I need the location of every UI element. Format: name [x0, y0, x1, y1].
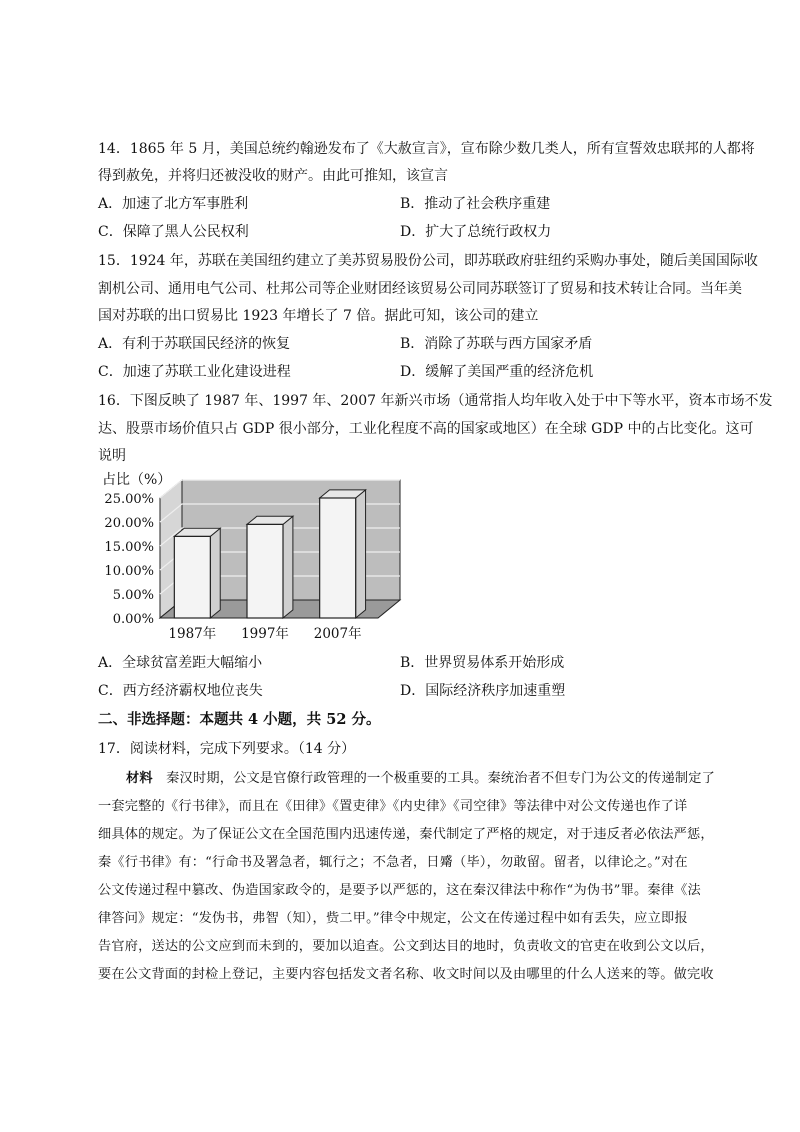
q14-option-a[interactable]: A．加速了北方军事胜利 [98, 196, 249, 212]
section-2-title: 二、非选择题：本题共 4 小题，共 52 分。 [98, 711, 381, 728]
q14-stem-line1: 14．1865 年 5 月，美国总统约翰逊发布了《大赦宣言》，宣布除少数几类人，所有宣誓效忠联邦的人都将 [98, 141, 755, 157]
q16-option-b[interactable]: B．世界贸易体系开始形成 [400, 655, 565, 671]
chart-y-tick-label: 5.00% [112, 588, 154, 603]
chart-bar [247, 516, 293, 618]
q15-stem-line1: 15．1924 年，苏联在美国纽约建立了美苏贸易股份公司，即苏联政府驻纽约采购办事处，随后美国国际收 [98, 253, 758, 269]
chart-x-tick-label: 2007年 [313, 626, 362, 642]
q15-option-d[interactable]: D．缓解了美国严重的经济危机 [400, 364, 594, 380]
chart-bar-side [210, 528, 220, 618]
chart-y-tick-label: 0.00% [112, 612, 154, 627]
q17-stem: 17．阅读材料，完成下列要求。（14 分） [98, 741, 356, 757]
q17-material-line8: 要在公文背面的封检上登记，主要内容包括发文者名称、收文时间以及由哪里的什么人送来的等。做完收 [98, 967, 714, 982]
chart-bar-front [320, 498, 356, 618]
q14-stem-line2: 得到赦免，并将归还被没收的财产。由此可推知，该宣言 [98, 168, 448, 184]
chart-bar [174, 528, 220, 618]
q15-option-a[interactable]: A．有利于苏联国民经济的恢复 [98, 336, 291, 352]
gdp-share-bar-chart [98, 468, 408, 646]
chart-bar-front [174, 536, 210, 618]
chart-y-tick-label: 10.00% [104, 564, 154, 579]
chart-y-axis-label: 占比（%） [102, 472, 172, 488]
q14-option-b[interactable]: B．推动了社会秩序重建 [400, 196, 551, 212]
q14-option-c[interactable]: C．保障了黑人公民权利 [98, 224, 249, 240]
chart-bar [320, 490, 366, 618]
chart-x-tick-label: 1987年 [168, 626, 217, 642]
chart-bar-side [283, 516, 293, 618]
q17-material-line2: 一套完整的《行书律》，而且在《田律》《置吏律》《内史律》《司空律》等法律中对公文传递也作了详 [98, 799, 688, 814]
q15-option-c[interactable]: C．加速了苏联工业化建设进程 [98, 364, 291, 380]
chart-bar-side [356, 490, 366, 618]
q16-option-a[interactable]: A．全球贫富差距大幅缩小 [98, 655, 263, 671]
q17-material-line6: 律答问》规定：“发伪书，弗智（知），赀二甲。”律令中规定，公文在传递过程中如有丢失，应立即报 [98, 911, 688, 926]
chart-x-tick-label: 1997年 [241, 626, 289, 642]
chart-y-tick-label: 20.00% [104, 516, 154, 531]
q17-material-text: 秦汉时期，公文是官僚行政管理的一个极重要的工具。秦统治者不但专门为公文的传递制定了 [166, 771, 716, 786]
q16-stem-line2: 达、股票市场价值只占 GDP 很小部分，工业化程度不高的国家或地区）在全球 GDP 中的占比变化。这可 [98, 421, 754, 437]
q15-stem-line3: 国对苏联的出口贸易比 1923 年增长了 7 倍。据此可知，该公司的建立 [98, 308, 539, 324]
q15-stem-line2: 割机公司、通用电气公司、杜邦公司等企业财团经该贸易公司同苏联签订了贸易和技术转让合同。当年美 [98, 281, 742, 297]
q17-material-line1 [126, 770, 715, 788]
q16-option-d[interactable]: D．国际经济秩序加速重塑 [400, 683, 566, 699]
q16-stem-line1: 16．下图反映了 1987 年、1997 年、2007 年新兴市场（通常指人均年收入处于中下等水平，资本市场不发 [98, 393, 773, 409]
q14-option-d[interactable]: D．扩大了总统行政权力 [400, 224, 552, 240]
q16-stem-line3: 说明 [98, 448, 126, 464]
chart-bar-front [247, 524, 283, 618]
q17-material-label: 材料 [126, 771, 153, 786]
q17-material-line4: 秦《行书律》有：“行命书及署急者，辄行之；不急者，日觱（毕），勿敢留。留者，以律论之。”对在 [98, 855, 688, 870]
q16-option-c[interactable]: C．西方经济霸权地位丧失 [98, 683, 263, 699]
chart-x-labels [168, 625, 361, 642]
chart-y-tick-label: 25.00% [104, 492, 154, 507]
q17-material-line5: 公文传递过程中篡改、伪造国家政令的，是要予以严惩的，这在秦汉律法中称作“为伪书”罪。秦律《法 [98, 883, 701, 898]
q17-material-line3: 细具体的规定。为了保证公文在全国范围内迅速传递，秦代制定了严格的规定，对于违反者必依法严惩， [98, 827, 714, 842]
chart-y-tick-label: 15.00% [104, 540, 154, 555]
q17-material-line7: 告官府，送达的公文应到而未到的，要加以追查。公文到达目的地时，负责收文的官吏在收到公文以后， [98, 939, 714, 954]
q15-option-b[interactable]: B．消除了苏联与西方国家矛盾 [400, 336, 593, 352]
